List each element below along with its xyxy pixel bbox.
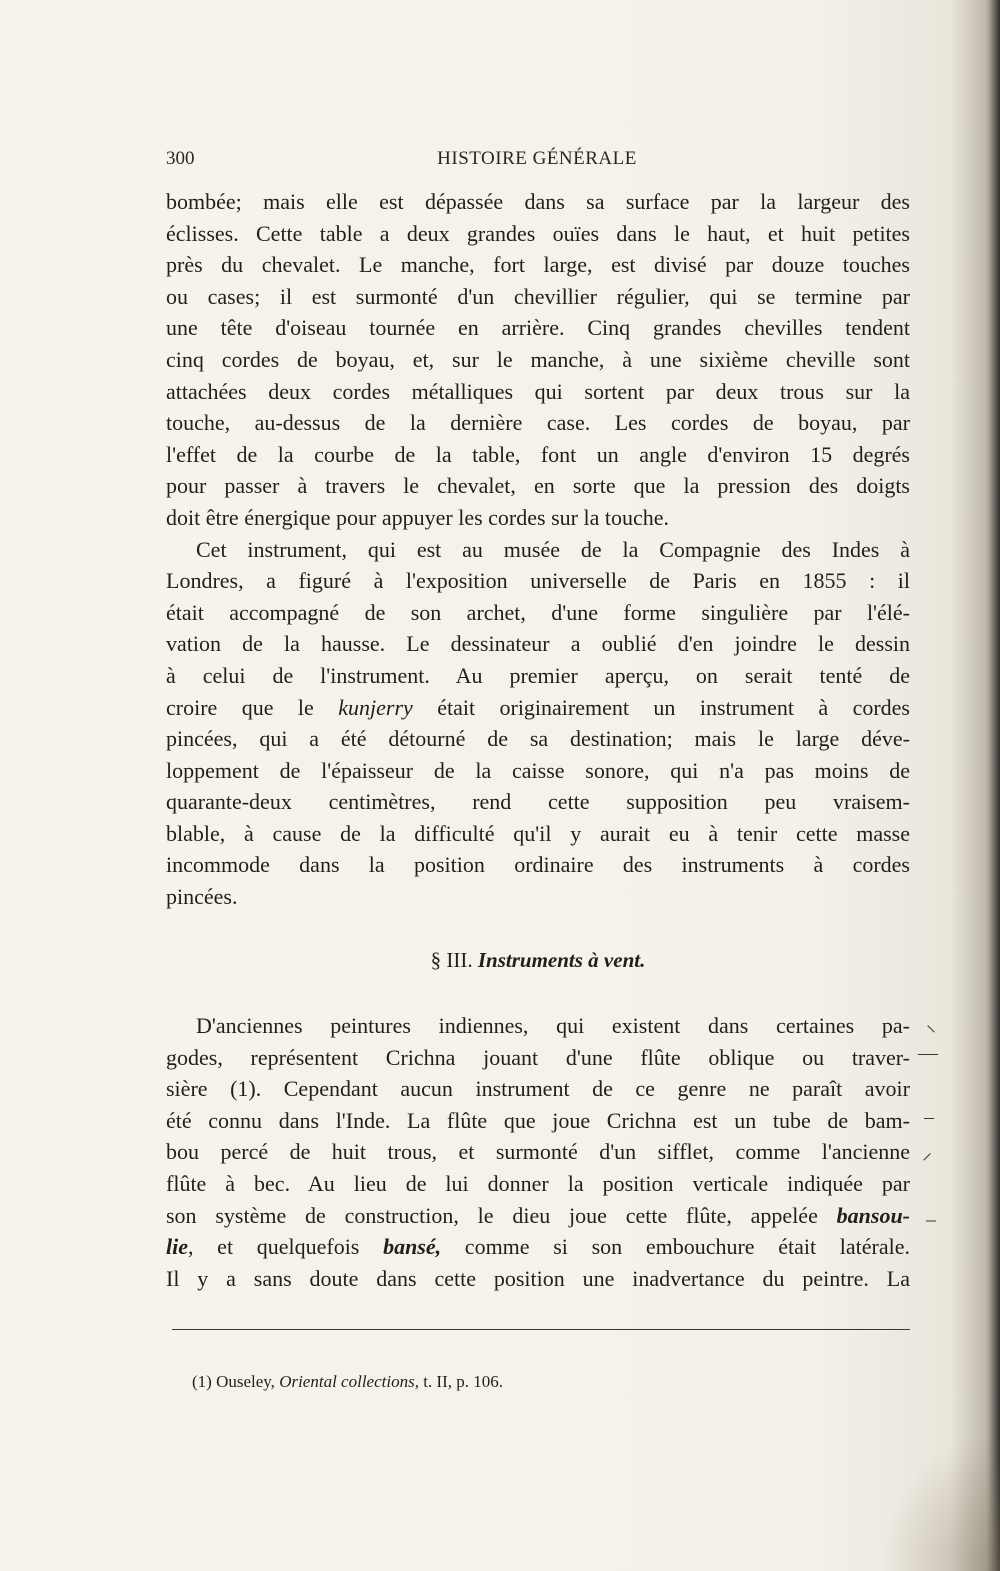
instrument-name: bansé,	[383, 1234, 442, 1260]
text-line	[166, 692, 910, 724]
margin-mark: —	[918, 1042, 938, 1064]
section-title: Instruments à vent.	[477, 948, 646, 972]
text-line: cinq cordes de boyau, et, sur le manche, à une sixième cheville sont	[166, 346, 910, 372]
text-line: vation de la hausse. Le dessinateur a oublié d'en joindre le dessin	[166, 631, 910, 657]
instrument-name: kunjerry	[338, 694, 413, 720]
text-fragment: son système de construction, le dieu joue cette flûte, appelée	[166, 1202, 837, 1228]
main-text-block	[166, 186, 910, 913]
page-number: 300	[166, 148, 195, 169]
running-title: HISTOIRE GÉNÉRALE	[437, 148, 637, 169]
text-line: était accompagné de son archet, d'une forme singulière par l'élé-	[166, 599, 910, 625]
instrument-name: lie	[166, 1234, 188, 1260]
text-line: éclisses. Cette table a deux grandes ouïes dans le haut, et huit petites	[166, 220, 910, 246]
text-line: blable, à cause de la difficulté qu'il y aurait eu à tenir cette masse	[166, 820, 910, 846]
footnote-rule	[172, 1329, 910, 1330]
text-line: Londres, a figuré à l'exposition universelle de Paris en 1855 : il	[166, 568, 910, 594]
text-line: bombée; mais elle est dépassée dans sa surface par la largeur des	[166, 189, 910, 214]
page-header	[166, 148, 908, 174]
text-line: Cet instrument, qui est au musée de la Compagnie des Indes à	[196, 536, 910, 562]
margin-mark: _	[926, 1202, 936, 1224]
text-line: touche, au-dessus de la dernière case. Les cordes de boyau, par	[166, 410, 910, 436]
text-line: Il y a sans doute dans cette position une inadvertance du peintre. La	[166, 1265, 910, 1291]
footnote-source: Oriental collections,	[279, 1372, 419, 1391]
text-line: une tête d'oiseau tournée en arrière. Cinq grandes chevilles tendent	[166, 315, 910, 341]
text-fragment: croire que le	[166, 694, 339, 720]
text-line: D'anciennes peintures indiennes, qui existent dans certaines pa-	[196, 1013, 910, 1038]
page-corner-shade	[880, 1431, 1000, 1571]
footnote-marker: (1) Ouseley,	[192, 1372, 275, 1391]
text-line: ou cases; il est surmonté d'un chevillier régulier, qui se termine par	[166, 283, 910, 309]
text-fragment: , et quelquefois	[188, 1234, 384, 1260]
text-line: à celui de l'instrument. Au premier aperçu, on serait tenté de	[166, 662, 910, 688]
text-line	[166, 1200, 910, 1232]
footnote-reference: t. II, p. 106.	[423, 1372, 503, 1391]
text-line: l'effet de la courbe de la table, font un angle d'environ 15 degrés	[166, 441, 910, 467]
text-line: près du chevalet. Le manche, fort large, est divisé par douze touches	[166, 252, 910, 278]
text-line: incommode dans la position ordinaire des instruments à cordes	[166, 852, 910, 878]
text-line: loppement de l'épaisseur de la caisse sonore, qui n'a pas moins de	[166, 757, 910, 783]
text-line: godes, représentent Crichna jouant d'une flûte oblique ou traver-	[166, 1044, 910, 1070]
text-line: flûte à bec. Au lieu de lui donner la position verticale indiquée par	[166, 1170, 910, 1196]
text-line: pour passer à travers le chevalet, en sorte que la pression des doigts	[166, 473, 910, 499]
text-line: pincées.	[166, 884, 238, 910]
page-edge-shadow	[986, 0, 1000, 1571]
footnote	[192, 1372, 892, 1392]
text-line: attachées deux cordes métalliques qui sortent par deux trous sur la	[166, 378, 910, 404]
text-line: bou percé de huit trous, et surmonté d'un sifflet, comme l'ancienne	[166, 1139, 910, 1165]
section-number: § III.	[430, 948, 473, 972]
margin-mark: ⸜	[926, 1014, 936, 1036]
margin-mark: ⸝	[922, 1142, 932, 1164]
text-line	[166, 1231, 910, 1263]
text-line: quarante-deux centimètres, rend cette supposition peu vraisem-	[166, 789, 910, 815]
text-line: pincées, qui a été détourné de sa destination; mais le large déve-	[166, 726, 910, 752]
margin-mark: –	[924, 1106, 934, 1128]
text-line: doit être énergique pour appuyer les cordes sur la touche.	[166, 504, 669, 530]
text-line: été connu dans l'Inde. La flûte que joue Crichna est un tube de bam-	[166, 1107, 910, 1133]
text-fragment: était originairement un instrument à cordes	[412, 694, 910, 720]
second-text-block	[166, 1010, 910, 1294]
section-heading	[166, 948, 910, 973]
instrument-name: bansou-	[836, 1202, 910, 1228]
text-line: sière (1). Cependant aucun instrument de ce genre ne paraît avoir	[166, 1076, 910, 1102]
text-fragment: comme si son embouchure était latérale.	[441, 1234, 910, 1260]
